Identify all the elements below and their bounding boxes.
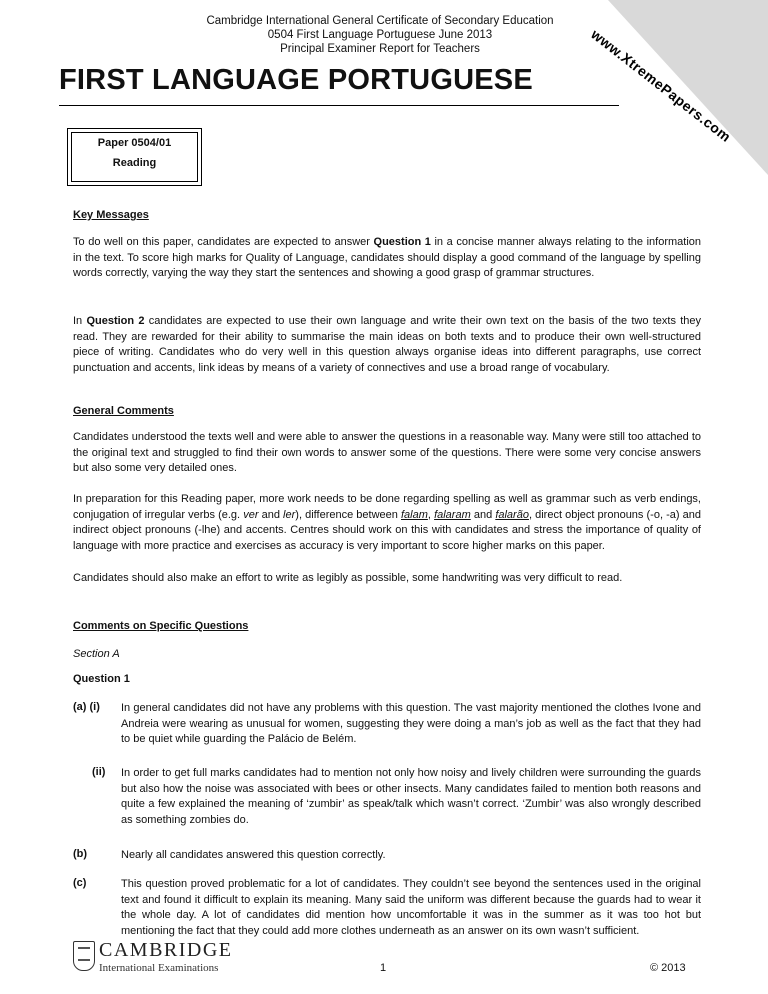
page-number: 1 <box>380 962 387 974</box>
paper-box <box>67 128 202 186</box>
key-messages-paragraph-1: To do well on this paper, candidates are expected to answer Question 1 in a concise manner always relating to the information in the text. To score high marks for Quality of Language, candidates should display a good command of the language by spelling words correctly, varying the way they start the sentences and showing a good grasp of grammar structures. <box>73 236 701 279</box>
general-comments-paragraph-1: Candidates understood the texts well and were able to answer the questions in a reasonable way. Many were still too attached to the original text and struggled to find their own words to answer some of the questions. There were some very concise answers but also some very detailed ones. <box>73 431 701 474</box>
general-comments-paragraph-2: In preparation for this Reading paper, more work needs to be done regarding spelling as well as grammar such as verb endings, conjugation of irregular verbs (e.g. ver and ler), difference between falam, falaram and falarão, direct object pronouns (-o, -a) and indirect object pronouns (-lhe) and accents. Centres should work on this with candidates and stress the importance of quality of language with more practice and exercises as accuracy is very important to score higher marks on this paper. <box>73 493 702 552</box>
item-text-c: This question proved problematic for a lot of candidates. They couldn’t see beyond the sentences used in the original text and found it difficult to explain its meaning. Many said the uniform was different because the guards had to wear it the whole day. A lot of candidates did mention how uncomfortable it was in the summer as it was too hot but mentioning the fact that they could add more clothes underneath as an answer on its own wasn’t sufficient. <box>121 878 701 937</box>
header-line-3: Principal Examiner Report for Teachers <box>280 43 480 55</box>
paper-code: Paper 0504/01 <box>97 137 172 149</box>
item-label-a-i: (a) (i) <box>73 701 100 713</box>
question-1-label: Question 1 <box>73 673 130 685</box>
section-a-label: Section A <box>73 648 120 660</box>
key-messages-heading: Key Messages <box>73 209 149 221</box>
copyright: © 2013 <box>650 962 686 974</box>
crest-icon <box>73 941 95 971</box>
key-messages-paragraph-2: In Question 2 candidates are expected to use their own language and write their own text on the basis of the two texts they read. They are rewarded for their ability to summarise the main ideas on both texts and to produce their own well-structured piece of writing. Candidates who do very well in this question always organise ideas into different paragraphs, use correct punctuation and accents, link ideas by means of a variety of connectives and use a broad range of vocabulary. <box>73 315 701 374</box>
item-label-a-ii: (ii) <box>92 766 106 778</box>
item-text-a-ii: In order to get full marks candidates had to mention not only how noisy and lively children were surrounding the guards but also how the noise was associated with bees or other insects. Many candidates failed to mention both reasons and quite a few explained the meaning of ‘zumbir’ as speak/talk which wasn’t correct. ‘Zumbir’ was also wrongly described as something zombies do. <box>121 767 701 826</box>
logo-subtitle: International Examinations <box>99 962 219 974</box>
general-comments-paragraph-3: Candidates should also make an effort to write as legibly as possible, some handwriting was very difficult to read. <box>73 572 623 584</box>
item-label-b: (b) <box>73 848 88 860</box>
item-text-a-i: In general candidates did not have any problems with this question. The vast majority mentioned the clothes Ivone and Andreia were wearing as unusual for women, suggesting they were doing a man’s job as well as the fact that they had to be quiet while guarding the Palácio de Belém. <box>121 702 701 745</box>
header-line-2: 0504 First Language Portuguese June 2013 <box>267 29 493 41</box>
corner-fold <box>608 0 768 175</box>
item-label-c: (c) <box>73 877 87 889</box>
general-comments-heading: General Comments <box>73 405 174 417</box>
item-text-b: Nearly all candidates answered this question correctly. <box>121 849 386 861</box>
title-rule <box>59 105 619 106</box>
specific-questions-heading: Comments on Specific Questions <box>73 620 249 632</box>
logo-wordmark: CAMBRIDGE <box>99 939 233 961</box>
watermark: www.XtremePapers.com <box>588 26 735 146</box>
page-title: FIRST LANGUAGE PORTUGUESE <box>59 64 533 96</box>
header-line-1: Cambridge International General Certificate of Secondary Education <box>206 15 554 27</box>
paper-component: Reading <box>112 157 157 169</box>
